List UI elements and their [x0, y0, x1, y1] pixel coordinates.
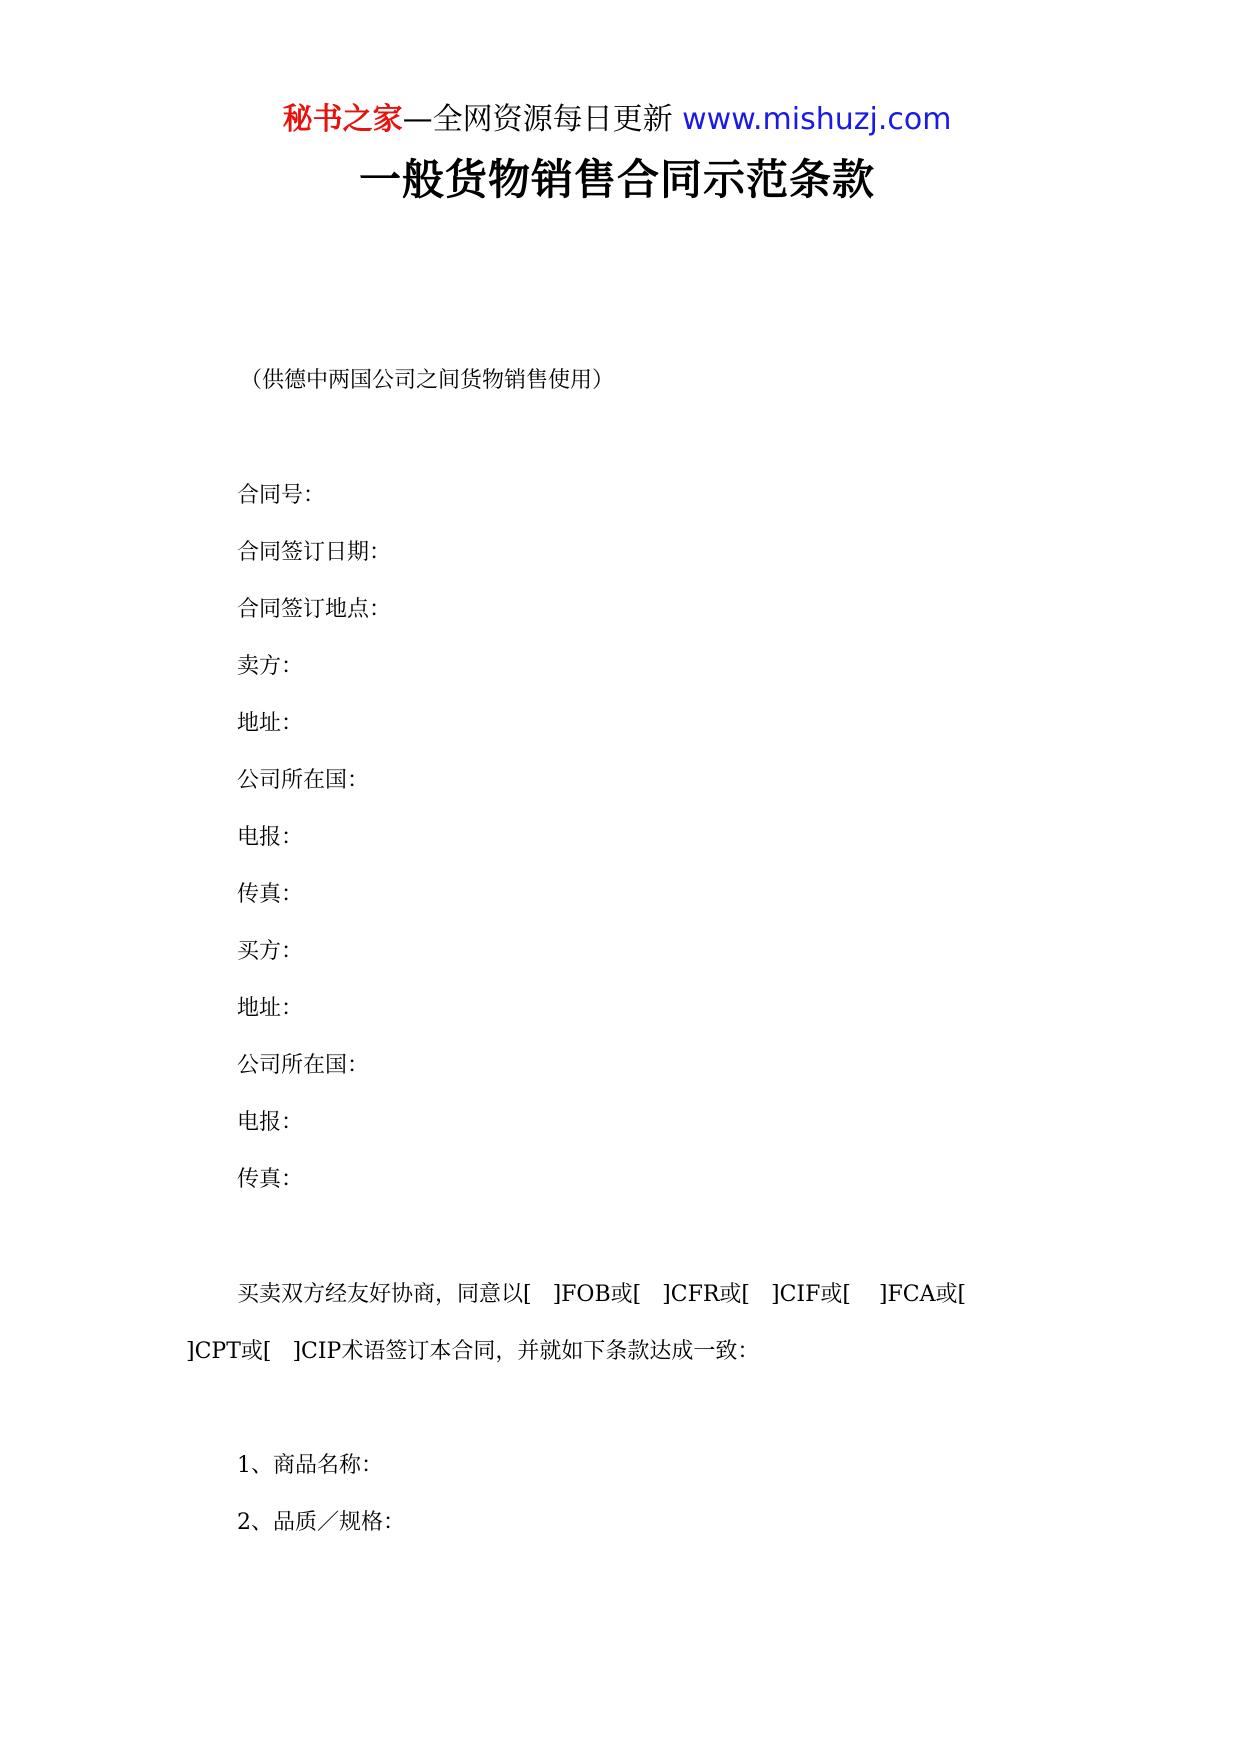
site-url-link[interactable]: www.mishuzj.com	[682, 102, 952, 137]
field-buyer-country: 公司所在国：	[237, 1053, 370, 1078]
field-contract-number: 合同号：	[237, 483, 326, 508]
intro-paragraph-line-1: 买卖双方经友好协商，同意以[ ]FOB或[ ]CFR或[ ]CIF或[ ]FCA或[	[237, 1282, 967, 1307]
site-header	[0, 100, 1234, 140]
field-seller-telegram: 电报：	[237, 825, 304, 850]
clause-quality-spec: 2、品质／规格：	[237, 1510, 405, 1535]
field-buyer-telegram: 电报：	[237, 1110, 304, 1135]
field-seller: 卖方：	[237, 654, 304, 679]
field-buyer-fax: 传真：	[237, 1167, 304, 1192]
document-title: 一般货物销售合同示范条款	[358, 155, 875, 204]
field-buyer-address: 地址：	[237, 996, 304, 1021]
brand-name: 秘书之家	[282, 102, 403, 137]
field-seller-fax: 传真：	[237, 882, 304, 907]
clause-product-name: 1、商品名称：	[237, 1453, 383, 1478]
field-seller-address: 地址：	[237, 711, 304, 736]
field-seller-country: 公司所在国：	[237, 768, 370, 793]
document-subtitle: （供德中两国公司之间货物销售使用）	[240, 368, 615, 393]
field-signing-place: 合同签订地点：	[237, 597, 392, 622]
field-signing-date: 合同签订日期：	[237, 540, 392, 565]
field-buyer: 买方：	[237, 939, 304, 964]
header-slogan: —全网资源每日更新	[402, 102, 683, 137]
intro-paragraph-line-2: ]CPT或[ ]CIP术语签订本合同，并就如下条款达成一致：	[186, 1339, 760, 1364]
